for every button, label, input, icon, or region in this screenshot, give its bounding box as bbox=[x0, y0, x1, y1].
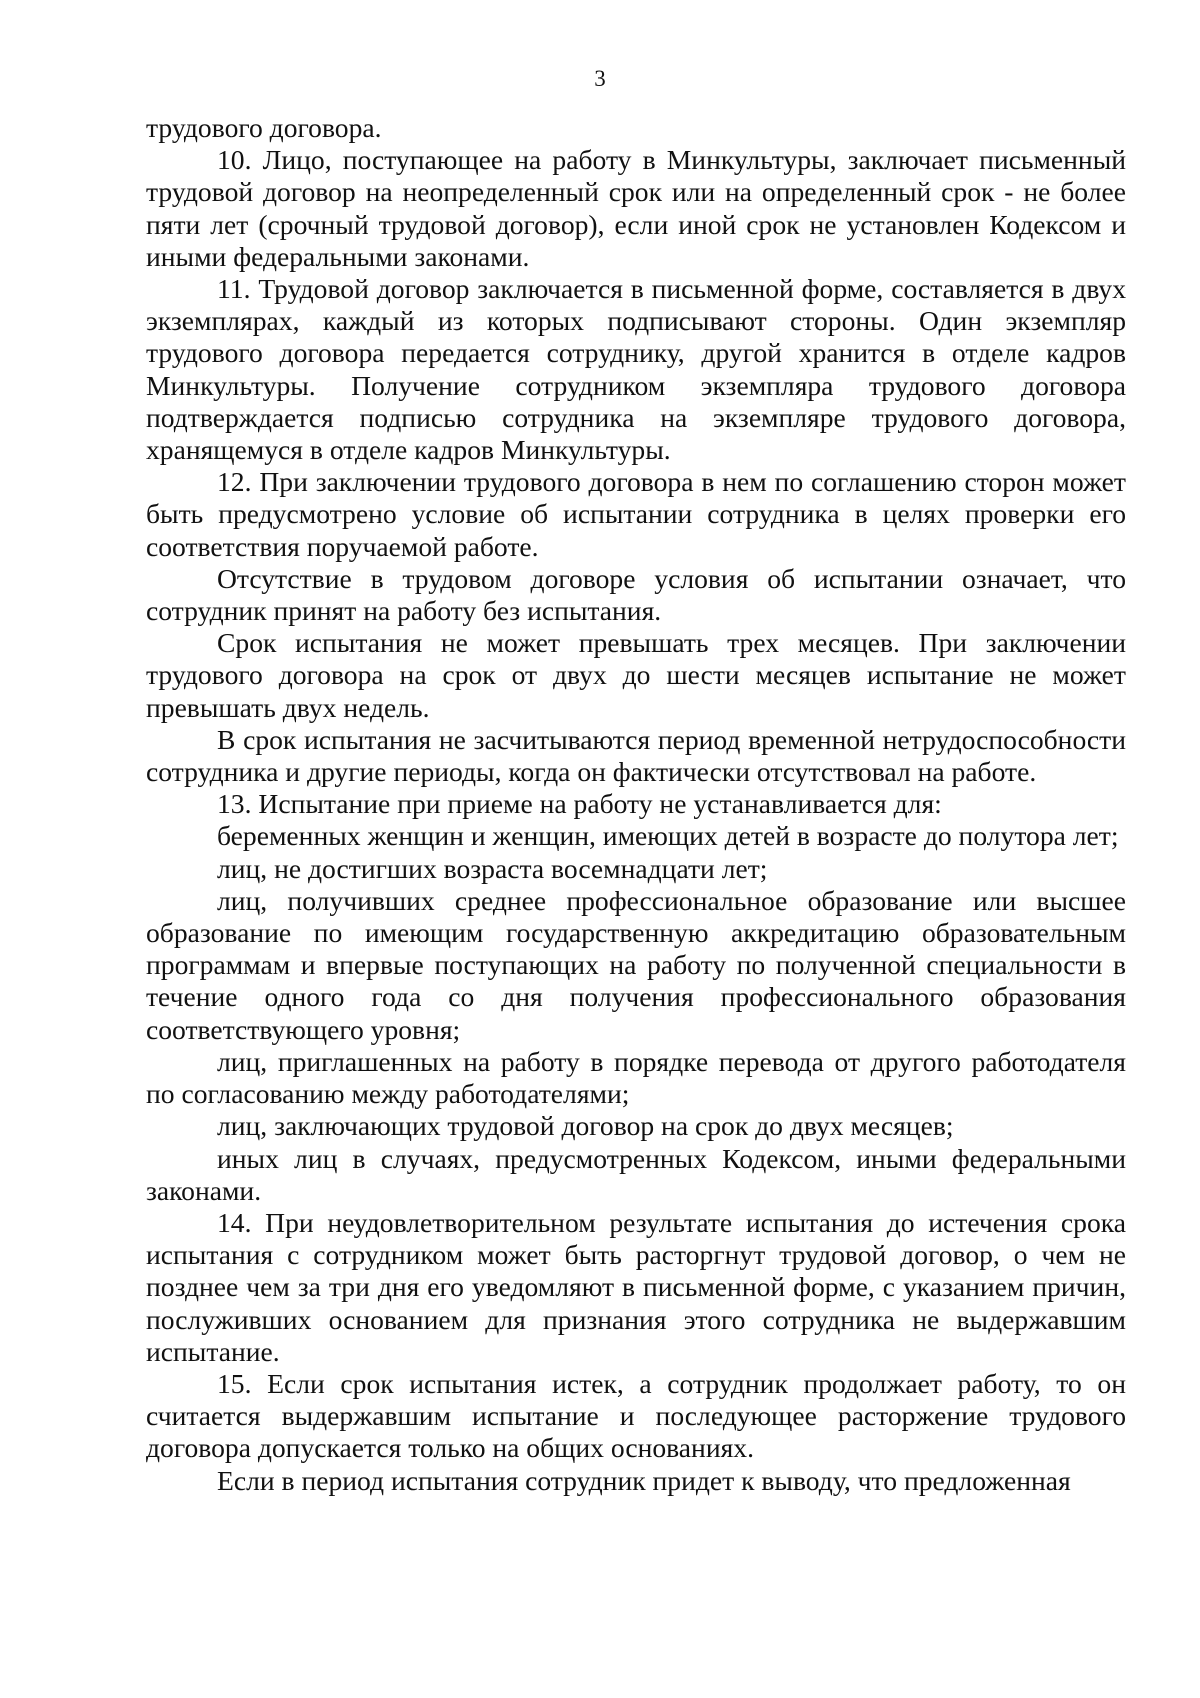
paragraph: 12. При заключении трудового договора в нем по соглашению сторон может быть предусмотрено условие об испытании сотрудника в целях проверки его соответствия поручаемой работе. bbox=[146, 466, 1126, 562]
paragraph: иных лиц в случаях, предусмотренных Кодексом, иными федеральными законами. bbox=[146, 1142, 1126, 1206]
paragraph: 13. Испытание при приеме на работу не устанавливается для: bbox=[217, 788, 942, 820]
paragraph: лиц, заключающих трудовой договор на срок до двух месяцев; bbox=[217, 1110, 954, 1142]
paragraph: Если в период испытания сотрудник придет к выводу, что предложенная bbox=[217, 1464, 1071, 1496]
paragraph: лиц, получивших среднее профессиональное образование или высшее образование по имеющим государственную аккредитацию образовательным программам и впервые поступающих на работу по полученной специальности в течение одного года со дня получения профессионального образования соответствующего уровня; bbox=[146, 884, 1126, 1045]
paragraph: 10. Лицо, поступающее на работу в Минкультуры, заключает письменный трудовой договор на неопределенный срок или на определенный срок - не более пяти лет (срочный трудовой договор), если иной срок не установлен Кодексом и иными федеральными законами. bbox=[146, 144, 1126, 272]
paragraph: 15. Если срок испытания истек, а сотрудник продолжает работу, то он считается выдержавшим испытание и последующее расторжение трудового договора допускается только на общих основаниях. bbox=[146, 1367, 1126, 1464]
paragraph: Отсутствие в трудовом договоре условия об испытании означает, что сотрудник принят на работу без испытания. bbox=[146, 562, 1126, 627]
paragraph: беременных женщин и женщин, имеющих детей в возрасте до полутора лет; bbox=[217, 820, 1119, 852]
paragraph: 14. При неудовлетворительном результате испытания до истечения срока испытания с сотрудником может быть расторгнут трудовой договор, о чем не позднее чем за три дня его уведомляют в письменной форме, с указанием причин, послуживших основанием для признания этого сотрудника не выдержавшим испытание. bbox=[146, 1206, 1126, 1367]
document-body bbox=[146, 112, 1126, 1497]
paragraph: лиц, не достигших возраста восемнадцати лет; bbox=[217, 852, 768, 884]
paragraph: лиц, приглашенных на работу в порядке перевода от другого работодателя по согласованию между работодателями; bbox=[146, 1045, 1126, 1110]
paragraph: 11. Трудовой договор заключается в письменной форме, составляется в двух экземплярах, каждый из которых подписывают стороны. Один экземпляр трудового договора передается сотруднику, другой хранится в отделе кадров Минкультуры. Получение сотрудником экземпляра трудового договора подтверждается подписью сотрудника на экземпляре трудового договора, хранящемуся в отделе кадров Минкультуры. bbox=[146, 273, 1126, 466]
paragraph: Срок испытания не может превышать трех месяцев. При заключении трудового договора на срок от двух до шести месяцев испытание не может превышать двух недель. bbox=[146, 627, 1126, 723]
paragraph: трудового договора. bbox=[146, 112, 382, 143]
paragraph: В срок испытания не засчитываются период временной нетрудоспособности сотрудника и другие периоды, когда он фактически отсутствовал на работе. bbox=[146, 723, 1126, 788]
page-number: 3 bbox=[594, 66, 606, 91]
